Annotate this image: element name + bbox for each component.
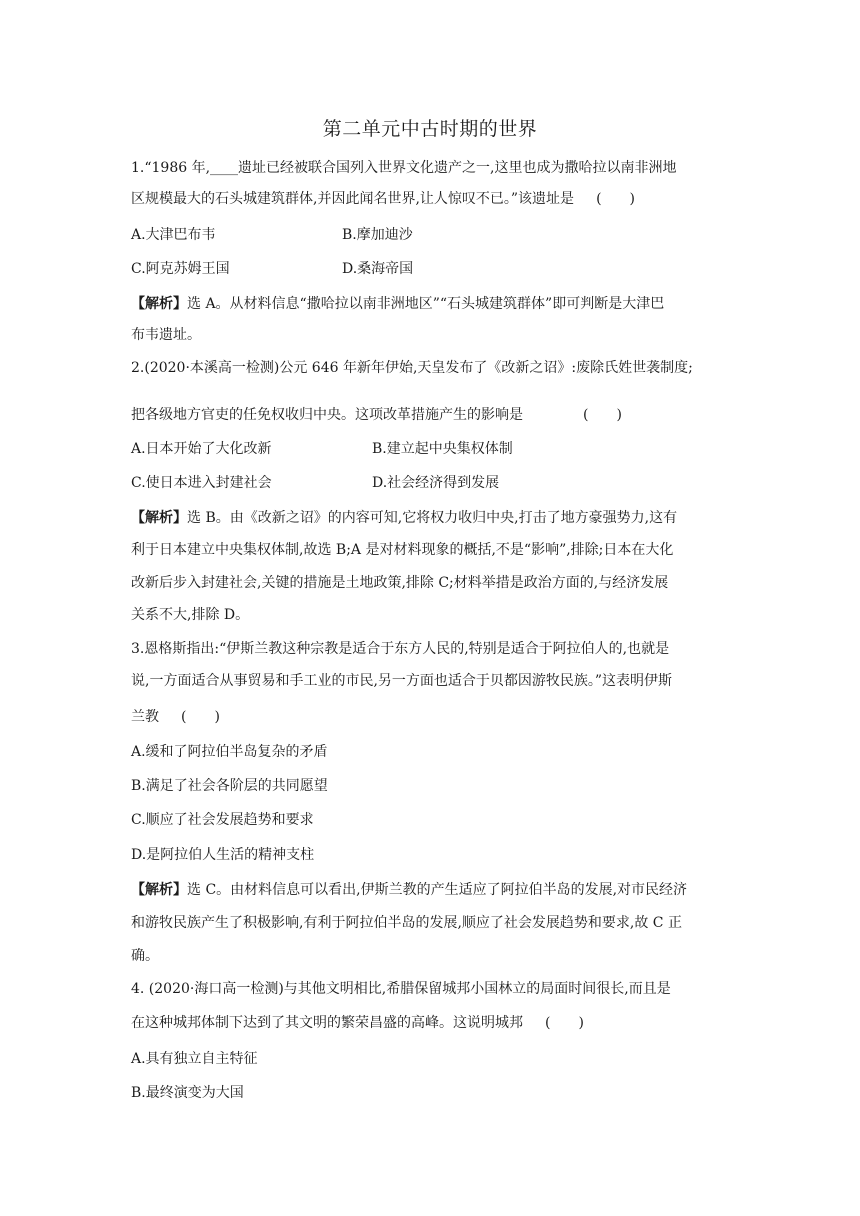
analysis-label: 【解析】 — [131, 296, 187, 312]
answer-blank: ( ) — [596, 191, 635, 207]
q3-analysis-line-2: 和游牧民族产生了积极影响,有利于阿拉伯半岛的发展,顺应了社会发展趋势和要求,故 C 正 — [131, 915, 682, 931]
q3-option-b: B.满足了社会各阶层的共同愿望 — [131, 778, 328, 794]
answer-blank: ( ) — [583, 407, 622, 423]
page-title: 第二单元中古时期的世界 — [322, 118, 538, 140]
question-2-line-2: 把各级地方官吏的任免权收归中央。这项改革措施产生的影响是 ( ) — [131, 407, 622, 423]
q2-option-c: C.使日本进入封建社会 — [131, 475, 272, 491]
q1-option-d: D.桑海帝国 — [342, 261, 414, 277]
q1-option-a: A.大津巴布韦 — [131, 227, 216, 243]
question-4-line-1: 4. (2020·海口高一检测)与其他文明相比,希腊保留城邦小国林立的局面时间很长,而且是 — [131, 981, 671, 997]
q4-option-b: B.最终演变为大国 — [131, 1085, 244, 1101]
analysis-label: 【解析】 — [131, 510, 187, 526]
q2-analysis-line-1: 【解析】选 B。由《改新之诏》的内容可知,它将权力收归中央,打击了地方豪强势力,这有 — [131, 510, 678, 526]
q2-option-a: A.日本开始了大化改新 — [131, 441, 272, 457]
q2-option-d: D.社会经济得到发展 — [372, 475, 500, 491]
q2-analysis-line-2: 利于日本建立中央集权体制,故选 B;A 是对材料现象的概括,不是“影响”,排除;日本在大化 — [131, 542, 674, 558]
q3-option-c: C.顺应了社会发展趋势和要求 — [131, 812, 314, 828]
answer-blank: ( ) — [181, 709, 220, 725]
q2-option-b: B.建立起中央集权体制 — [372, 441, 513, 457]
q3-analysis-line-1: 【解析】选 C。由材料信息可以看出,伊斯兰教的产生适应了阿拉伯半岛的发展,对市民经济 — [131, 882, 688, 898]
q4-option-a: A.具有独立自主特征 — [131, 1051, 258, 1067]
answer-blank: ( ) — [545, 1015, 584, 1031]
q1-analysis-line-2: 布韦遗址。 — [131, 327, 201, 343]
analysis-label: 【解析】 — [131, 882, 187, 898]
question-3-line-1: 3.恩格斯指出:“伊斯兰教这种宗教是适合于东方人民的,特别是适合于阿拉伯人的,也就是 — [131, 641, 670, 657]
question-2-line-1: 2.(2020·本溪高一检测)公元 646 年新年伊始,天皇发布了《改新之诏》:废除氏姓世袭制度; — [131, 360, 693, 376]
question-3-line-3: 兰教 ( ) — [131, 709, 220, 725]
question-1-line-2: 区规模最大的石头城建筑群体,并因此闻名世界,让人惊叹不已。”该遗址是 ( ) — [131, 191, 635, 207]
question-4-line-2: 在这种城邦体制下达到了其文明的繁荣昌盛的高峰。这说明城邦 ( ) — [131, 1015, 584, 1031]
q2-analysis-line-3: 改新后步入封建社会,关键的措施是土地政策,排除 C;材料举措是政治方面的,与经济发展 — [131, 575, 669, 591]
q1-option-b: B.摩加迪沙 — [342, 227, 413, 243]
q1-analysis-line-1: 【解析】选 A。从材料信息“撒哈拉以南非洲地区”“石头城建筑群体”即可判断是大津巴 — [131, 296, 665, 312]
q3-option-a: A.缓和了阿拉伯半岛复杂的矛盾 — [131, 744, 328, 760]
q2-analysis-line-4: 关系不大,排除 D。 — [131, 607, 250, 623]
q3-option-d: D.是阿拉伯人生活的精神支柱 — [131, 847, 315, 863]
q1-option-c: C.阿克苏姆王国 — [131, 261, 230, 277]
question-1-line-1: 1.“1986 年,____遗址已经被联合国列入世界文化遗产之一,这里也成为撒哈拉以南非洲地 — [131, 160, 677, 176]
q3-analysis-line-3: 确。 — [131, 948, 159, 964]
question-3-line-2: 说,一方面适合从事贸易和手工业的市民,另一方面也适合于贝都因游牧民族。”这表明伊斯 — [131, 673, 673, 689]
